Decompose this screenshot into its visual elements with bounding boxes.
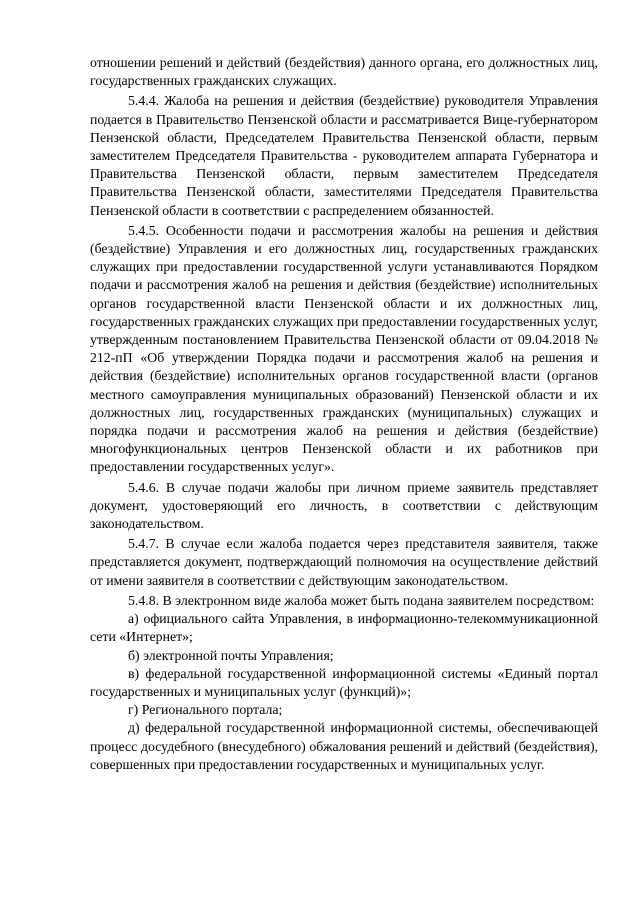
paragraph-5-4-4: 5.4.4. Жалоба на решения и действия (бездействие) руководителя Управления подается в Правительство Пензенской области и рассматривается Вице-губернатором Пензенской области, Председателем Правительства Пензенской области, первым заместителем Председателя Правительства - руководителем аппарата Губернатора и Правительства Пензенской области, первым заместителем Председателя Правительства Пензенской области, заместителями Председателя Правительства Пензенской области в соответствии с распределением обязанностей.: [90, 93, 598, 218]
list-item-d: д) федеральной государственной информационной системы, обеспечивающей процесс досудебного (внесудебного) обжалования решений и действий (бездействия), совершенных при предоставлении государственных и муниципальных услуг.: [90, 720, 598, 772]
document-page: [90, 54, 598, 774]
list-item-v: в) федеральной государственной информационной системы «Единый портал государственных и муниципальных услуг (функций)»;: [90, 665, 598, 699]
paragraph-5-4-8: 5.4.8. В электронном виде жалоба может быть подана заявителем посредством:: [128, 592, 595, 608]
paragraph-5-4-6: 5.4.6. В случае подачи жалобы при личном приеме заявитель представляет документ, удостоверяющий его личность, в соответствии с действующим законодательством.: [90, 479, 598, 532]
paragraph-continuation: отношении решений и действий (бездействия) данного органа, его должностных лиц, государственных гражданских служащих.: [90, 55, 598, 89]
paragraph-5-4-7: 5.4.7. В случае если жалоба подается через представителя заявителя, также представляется документ, подтверждающий полномочия на осуществление действий от имени заявителя в соответствии с действующим законодательством.: [90, 536, 598, 588]
list-item-b: б) электронной почты Управления;: [128, 647, 334, 663]
list-item-g: г) Регионального портала;: [128, 702, 283, 718]
paragraph-5-4-5: 5.4.5. Особенности подачи и рассмотрения жалобы на решения и действия (бездействие) Управления и его должностных лиц, государственных гражданских служащих при предоставлении государственной услуги устанавливаются Порядком подачи и рассмотрения жалоб на решения и действия (бездействие) исполнительных органов государственной власти Пензенской области и их должностных лиц, государственных гражданских служащих при предоставлении государственных услуг, утвержденным постановлением Правительства Пензенской области от 09.04.2018 № 212-пП «Об утверждении Порядка подачи и рассмотрения жалоб на решения и действия (бездействие) исполнительных органов государственной власти (органов местного самоуправления муниципальных образований) Пензенской области и их должностных лиц, государственных гражданских (муниципальных) служащих и порядка подачи и рассмотрения жалоб на решения и действия (бездействие) многофункциональных центров Пензенской области и их работников при предоставлении государственных услуг».: [90, 222, 598, 475]
list-item-a: а) официального сайта Управления, в информационно-телекоммуникационной сети «Интернет»;: [90, 611, 598, 645]
